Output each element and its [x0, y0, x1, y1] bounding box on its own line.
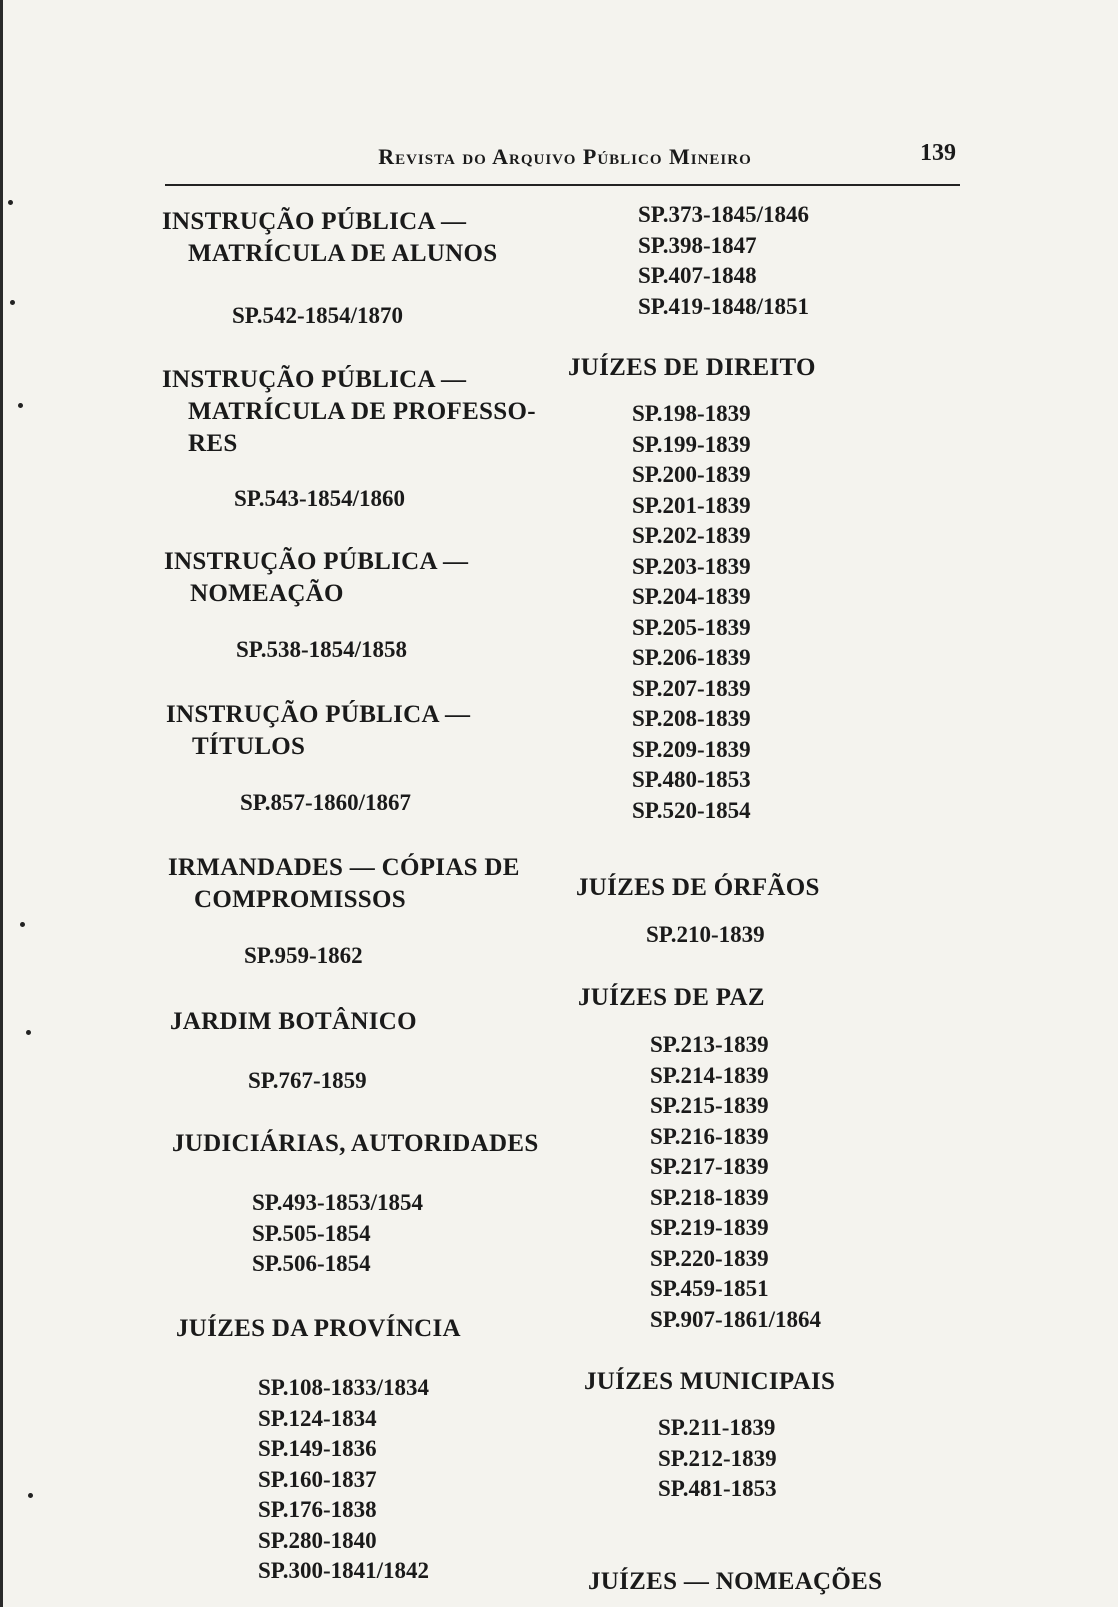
reference-code: SP.207-1839 — [632, 675, 751, 701]
index-entry — [568, 352, 968, 823]
reference-list — [244, 941, 363, 972]
reference-code: SP.216-1839 — [650, 1123, 769, 1149]
index-entry — [588, 1566, 988, 1598]
reference-code: SP.208-1839 — [632, 706, 751, 731]
reference-code: SP.218-1839 — [650, 1184, 769, 1210]
reference-list — [240, 788, 411, 819]
entry-heading: JUÍZES DA PROVÍNCIA — [176, 1315, 461, 1342]
reference-code: SP.213-1839 — [650, 1032, 769, 1057]
index-entry — [172, 1128, 572, 1276]
reference-list — [646, 920, 765, 951]
entry-heading: JUÍZES DE ÓRFÃOS — [576, 874, 820, 901]
index-entry — [168, 852, 568, 968]
reference-code: SP.459-1851 — [650, 1276, 769, 1301]
speck — [10, 300, 15, 305]
reference-code: SP.506-1854 — [252, 1251, 371, 1276]
reference-code: SP.300-1841/1842 — [258, 1558, 430, 1583]
reference-code: SP.200-1839 — [632, 462, 751, 487]
entry-heading: JUÍZES DE DIREITO — [568, 354, 816, 381]
reference-list — [638, 200, 809, 322]
reference-list — [632, 399, 751, 826]
reference-code: SP.493-1853/1854 — [252, 1190, 424, 1215]
entry-heading: JUÍZES DE PAZ — [578, 984, 765, 1011]
speck — [26, 1030, 31, 1035]
journal-title: Revista do Arquivo Público Mineiro — [378, 144, 752, 169]
reference-code: SP.211-1839 — [658, 1415, 776, 1440]
index-entry — [576, 872, 976, 947]
reference-code: SP.149-1836 — [258, 1436, 377, 1461]
speck — [28, 1493, 33, 1498]
reference-code: SP.108-1833/1834 — [258, 1375, 430, 1400]
index-entry — [164, 546, 564, 662]
reference-code: SP.204-1839 — [632, 584, 751, 609]
reference-code: SP.201-1839 — [632, 492, 751, 518]
reference-code: SP.176-1838 — [258, 1497, 377, 1522]
reference-code: SP.199-1839 — [632, 431, 751, 457]
reference-code: SP.907-1861/1864 — [650, 1306, 822, 1332]
page-edge — [0, 0, 3, 1607]
entry-heading: JUÍZES MUNICIPAIS — [584, 1368, 836, 1395]
reference-code: SP.205-1839 — [632, 614, 751, 640]
index-entry — [162, 206, 562, 328]
reference-code: SP.505-1854 — [252, 1220, 371, 1246]
entry-heading: INSTRUÇÃO PÚBLICA — TÍTULOS — [166, 701, 471, 760]
reference-code: SP.520-1854 — [632, 797, 751, 823]
entry-heading: IRMANDADES — CÓPIAS DE COMPROMISSOS — [168, 854, 520, 913]
entry-heading: JUÍZES — NOMEAÇÕES — [588, 1568, 883, 1595]
entry-heading: INSTRUÇÃO PÚBLICA — MATRÍCULA DE PROFESSO-RES — [162, 366, 536, 457]
reference-code: SP.210-1839 — [646, 922, 765, 947]
index-entry — [170, 1006, 570, 1093]
reference-code: SP.203-1839 — [632, 553, 751, 579]
entry-heading: JUDICIÁRIAS, AUTORIDADES — [172, 1130, 539, 1157]
reference-list — [252, 1188, 423, 1280]
reference-code: SP.419-1848/1851 — [638, 293, 810, 319]
reference-code: SP.219-1839 — [650, 1215, 769, 1240]
speck — [20, 922, 25, 927]
reference-list — [234, 484, 405, 515]
entry-heading: INSTRUÇÃO PÚBLICA — MATRÍCULA DE ALUNOS — [162, 208, 498, 267]
reference-code: SP.959-1862 — [244, 943, 363, 968]
reference-list — [258, 1373, 429, 1587]
reference-code: SP.542-1854/1870 — [232, 303, 404, 328]
index-entry — [166, 699, 566, 815]
reference-code: SP.217-1839 — [650, 1154, 769, 1179]
reference-code: SP.373-1845/1846 — [638, 202, 810, 227]
reference-code: SP.857-1860/1867 — [240, 790, 412, 815]
reference-code: SP.481-1853 — [658, 1476, 777, 1501]
index-entry — [584, 1366, 984, 1501]
reference-code: SP.220-1839 — [650, 1245, 769, 1271]
reference-code: SP.538-1854/1858 — [236, 637, 408, 662]
reference-code: SP.209-1839 — [632, 736, 751, 762]
entry-heading: INSTRUÇÃO PÚBLICA — NOMEAÇÃO — [164, 548, 469, 607]
reference-code: SP.124-1834 — [258, 1405, 377, 1431]
reference-code: SP.480-1853 — [632, 767, 751, 792]
reference-list — [650, 1030, 821, 1335]
reference-code: SP.398-1847 — [638, 232, 757, 258]
reference-list — [232, 301, 403, 332]
reference-code: SP.198-1839 — [632, 401, 751, 426]
reference-code: SP.280-1840 — [258, 1527, 377, 1553]
reference-code: SP.214-1839 — [650, 1062, 769, 1088]
reference-code: SP.160-1837 — [258, 1466, 377, 1492]
running-head — [165, 140, 960, 186]
reference-code: SP.206-1839 — [632, 645, 751, 670]
reference-code: SP.407-1848 — [638, 263, 757, 288]
index-entry — [176, 1313, 576, 1583]
reference-list — [658, 1413, 777, 1505]
speck — [18, 403, 23, 408]
page-number: 139 — [920, 140, 956, 166]
reference-code: SP.212-1839 — [658, 1445, 777, 1471]
reference-list — [236, 635, 407, 666]
index-entry — [578, 982, 978, 1332]
entry-heading: JARDIM BOTÂNICO — [170, 1008, 417, 1035]
reference-code: SP.767-1859 — [248, 1068, 367, 1093]
reference-code: SP.543-1854/1860 — [234, 486, 406, 511]
speck — [8, 200, 13, 205]
reference-list — [248, 1066, 367, 1097]
index-entry — [162, 364, 562, 511]
reference-code: SP.215-1839 — [650, 1093, 769, 1118]
reference-code: SP.202-1839 — [632, 523, 751, 548]
